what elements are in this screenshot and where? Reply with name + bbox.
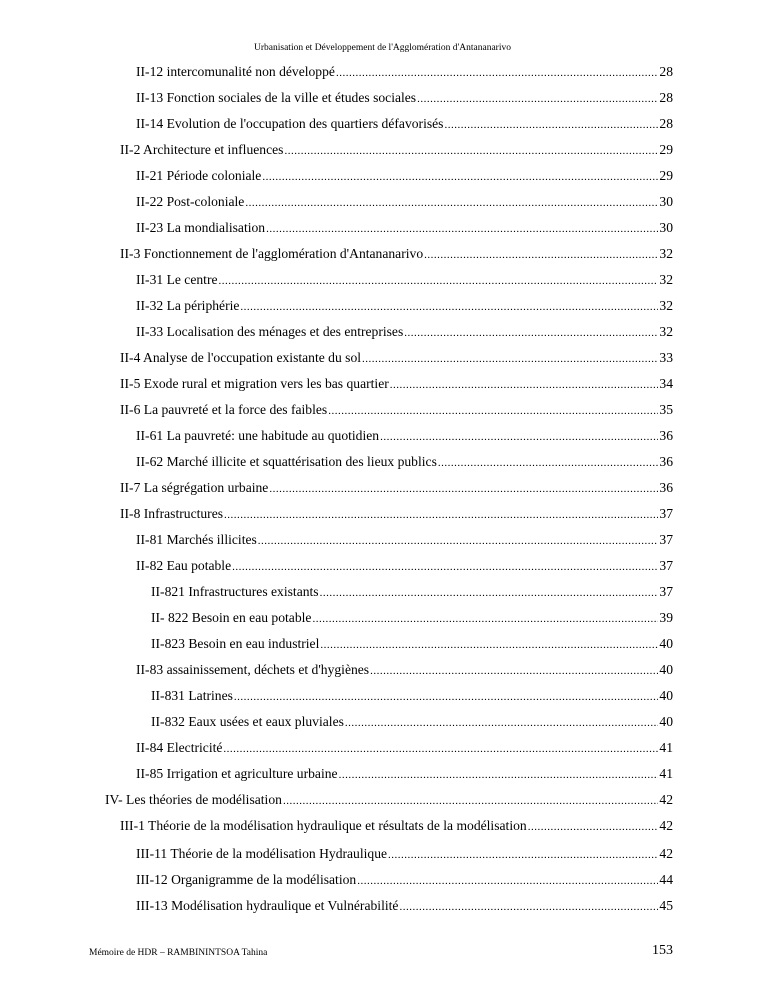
toc-entry-page: 29 (659, 168, 673, 183)
dot-leader (399, 901, 658, 913)
toc-entry-page: 42 (659, 818, 673, 833)
dot-leader (266, 223, 658, 235)
dot-leader (336, 67, 658, 79)
toc-entry-label: II-61 La pauvreté: une habitude au quotidien (136, 428, 380, 443)
toc-entry[interactable] (136, 220, 673, 236)
toc-entry-label: II-21 Période coloniale (136, 168, 262, 183)
toc-entry[interactable] (136, 558, 673, 574)
toc-entry-page: 40 (659, 688, 673, 703)
toc-entry-page: 30 (659, 194, 673, 209)
toc-entry-label: II-14 Evolution de l'occupation des quartiers défavorisés (136, 116, 444, 131)
toc-entry-label: II-821 Infrastructures existants (151, 584, 319, 599)
dot-leader (320, 587, 659, 599)
dot-leader (320, 639, 658, 651)
dot-leader (339, 769, 659, 781)
toc-entry-label: II-7 La ségrégation urbaine (120, 480, 269, 495)
toc-entry-page: 35 (659, 402, 673, 417)
dot-leader (370, 665, 658, 677)
dot-leader (424, 249, 658, 261)
toc-entry[interactable] (120, 142, 673, 158)
toc-entry[interactable] (136, 662, 673, 678)
toc-entry-label: III-12 Organigramme de la modélisation (136, 872, 357, 887)
toc-entry[interactable] (136, 532, 673, 548)
toc-entry-page: 37 (659, 558, 673, 573)
toc-entry-page: 45 (659, 898, 673, 913)
toc-entry[interactable] (120, 402, 673, 418)
toc-entry-page: 34 (659, 376, 673, 391)
toc-entry[interactable] (136, 766, 673, 782)
toc-entry[interactable] (120, 506, 673, 522)
dot-leader (438, 457, 659, 469)
toc-entry[interactable] (151, 584, 673, 600)
toc-entry[interactable] (136, 168, 673, 184)
toc-entry-label: II-32 La périphérie (136, 298, 240, 313)
dot-leader (390, 379, 659, 391)
toc-entry-page: 42 (659, 792, 673, 807)
dot-leader (362, 353, 658, 365)
toc-entry-label: II-3 Fonctionnement de l'agglomération d'Antananarivo (120, 246, 424, 261)
dot-leader (232, 561, 658, 573)
dot-leader (312, 613, 658, 625)
toc-entry[interactable] (151, 636, 673, 652)
toc-entry-label: II-832 Eaux usées et eaux pluviales (151, 714, 344, 729)
toc-entry-label: II-23 La mondialisation (136, 220, 266, 235)
dot-leader (328, 405, 658, 417)
dot-leader (219, 275, 659, 287)
toc-entry-page: 30 (659, 220, 673, 235)
toc-entry-page: 32 (659, 272, 673, 287)
toc-entry-label: II-4 Analyse de l'occupation existante du sol (120, 350, 362, 365)
toc-entry[interactable] (136, 298, 673, 314)
dot-leader (444, 119, 658, 131)
toc-entry-label: II-83 assainissement, déchets et d'hygiènes (136, 662, 370, 677)
dot-leader (345, 717, 659, 729)
dot-leader (388, 849, 658, 861)
running-header: Urbanisation et Développement de l'Agglomération d'Antananarivo (254, 43, 511, 53)
toc-entry-page: 32 (659, 246, 673, 261)
toc-entry-label: IV- Les théories de modélisation (105, 792, 282, 807)
toc-entry[interactable] (120, 480, 673, 496)
toc-entry[interactable] (136, 740, 673, 756)
toc-entry-label: III-13 Modélisation hydraulique et Vulnérabilité (136, 898, 399, 913)
toc-entry-page: 36 (659, 428, 673, 443)
dot-leader (528, 821, 659, 833)
toc-entry-label: II-6 La pauvreté et la force des faibles (120, 402, 328, 417)
toc-entry-label: II-2 Architecture et influences (120, 142, 284, 157)
toc-entry[interactable] (136, 90, 673, 106)
toc-entry-page: 37 (659, 584, 673, 599)
toc-entry-page: 44 (659, 872, 673, 887)
dot-leader (417, 93, 658, 105)
dot-leader (245, 197, 658, 209)
toc-entry-page: 40 (659, 714, 673, 729)
toc-entry-page: 28 (659, 64, 673, 79)
toc-entry-label: II-85 Irrigation et agriculture urbaine (136, 766, 338, 781)
dot-leader (262, 171, 658, 183)
toc-entry-label: II-82 Eau potable (136, 558, 232, 573)
toc-entry[interactable] (136, 194, 673, 210)
dot-leader (380, 431, 658, 443)
toc-entry-label: II-33 Localisation des ménages et des entreprises (136, 324, 404, 339)
toc-entry-page: 36 (659, 480, 673, 495)
toc-entry[interactable] (151, 610, 673, 626)
toc-entry-page: 40 (659, 636, 673, 651)
toc-entry-label: II-5 Exode rural et migration vers les bas quartier (120, 376, 389, 391)
toc-entry[interactable] (136, 116, 673, 132)
toc-entry-page: 40 (659, 662, 673, 677)
dot-leader (404, 327, 658, 339)
toc-entry-label: II-13 Fonction sociales de la ville et études sociales (136, 90, 417, 105)
toc-entry-label: III-11 Théorie de la modélisation Hydraulique (136, 846, 388, 861)
dot-leader (234, 691, 658, 703)
toc-entry-page: 39 (659, 610, 673, 625)
toc-entry-page: 33 (659, 350, 673, 365)
dot-leader (269, 483, 658, 495)
toc-entry-label: II-84 Electricité (136, 740, 223, 755)
footer-page-number: 153 (652, 943, 673, 958)
dot-leader (258, 535, 659, 547)
toc-entry-page: 41 (659, 766, 673, 781)
dot-leader (357, 875, 658, 887)
toc-entry[interactable] (136, 454, 673, 470)
toc-entry-page: 37 (659, 506, 673, 521)
toc-entry-page: 42 (659, 846, 673, 861)
footer-author: Mémoire de HDR – RAMBININTSOA Tahina (89, 948, 268, 958)
toc-entry[interactable] (120, 376, 673, 392)
toc-entry-label: II-31 Le centre (136, 272, 218, 287)
toc-entry-page: 28 (659, 116, 673, 131)
toc-entry-page: 32 (659, 298, 673, 313)
toc-entry[interactable] (136, 64, 673, 80)
toc-entry[interactable] (105, 792, 673, 808)
toc-entry[interactable] (120, 350, 673, 366)
toc-entry-page: 37 (659, 532, 673, 547)
toc-entry-label: II-22 Post-coloniale (136, 194, 245, 209)
toc-entry-label: II-12 intercomunalité non développé (136, 64, 335, 79)
toc-entry[interactable] (136, 898, 673, 914)
toc-entry[interactable] (136, 324, 673, 340)
toc-entry-label: II-823 Besoin en eau industriel (151, 636, 320, 651)
toc-entry[interactable] (120, 818, 673, 834)
toc-entry[interactable] (136, 872, 673, 888)
dot-leader (283, 795, 658, 807)
dot-leader (224, 509, 658, 521)
toc-entry-label: III-1 Théorie de la modélisation hydraulique et résultats de la modélisation (120, 818, 527, 833)
toc-entry[interactable] (136, 272, 673, 288)
toc-entry-label: II-62 Marché illicite et squattérisation des lieux publics (136, 454, 437, 469)
toc-entry-page: 32 (659, 324, 673, 339)
toc-entry[interactable] (151, 714, 673, 730)
dot-leader (223, 743, 658, 755)
toc-entry-page: 28 (659, 90, 673, 105)
toc-entry-page: 41 (659, 740, 673, 755)
toc-entry[interactable] (136, 846, 673, 862)
toc-entry[interactable] (136, 428, 673, 444)
toc-entry-label: II-8 Infrastructures (120, 506, 224, 521)
toc-entry-label: II- 822 Besoin en eau potable (151, 610, 312, 625)
dot-leader (284, 145, 658, 157)
toc-entry-label: II-831 Latrines (151, 688, 233, 703)
toc-entry-page: 36 (659, 454, 673, 469)
dot-leader (240, 301, 658, 313)
toc-entry-label: II-81 Marchés illicites (136, 532, 257, 547)
toc-entry[interactable] (120, 246, 673, 262)
toc-entry[interactable] (151, 688, 673, 704)
toc-entry-page: 29 (659, 142, 673, 157)
